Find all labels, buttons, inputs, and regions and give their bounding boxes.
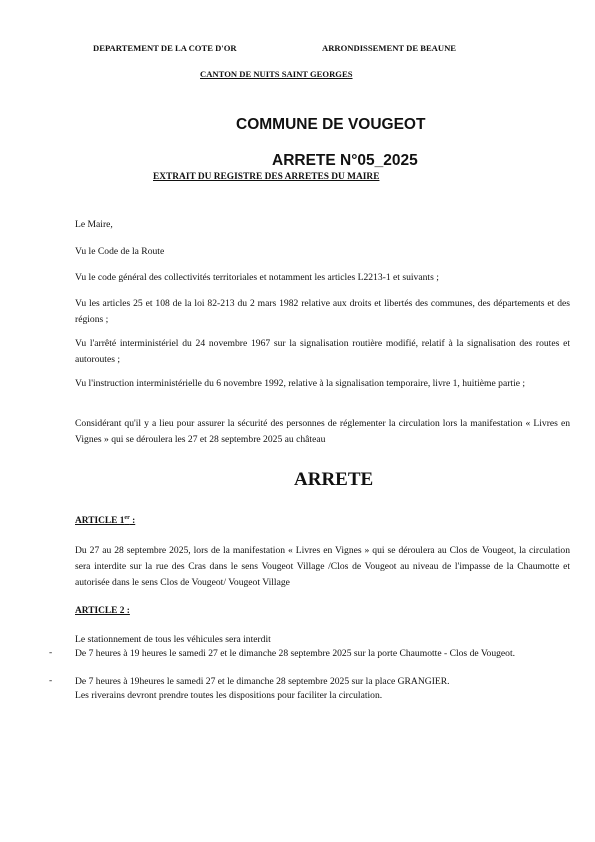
article-1-colon: : [129,516,136,527]
list-item: De 7 heures à 19heures le samedi 27 et le dimanche 28 septembre 2025 sur la place GRANGIER. [75,676,450,687]
riverains-note: Les riverains devront prendre toutes les dispositions pour faciliter la circulation. [75,690,383,701]
list-item: De 7 heures à 19 heures le samedi 27 et le dimanche 28 septembre 2025 sur la porte Chaumotte - Clos de Vougeot. [75,648,516,659]
vu-loi: Vu les articles 25 et 108 de la loi 82-213 du 2 mars 1982 relative aux droits et libertés des communes, des départements et des régions ; [75,298,570,325]
departement-header: DEPARTEMENT DE LA COTE D'OR [93,43,237,53]
vu-code-route: Vu le Code de la Route [75,246,165,257]
article-1-title [75,515,135,526]
article-1-label: ARTICLE 1 [75,516,125,527]
list-bullet: - [49,647,53,658]
vu-cgct: Vu le code général des collectivités territoriales et notamment les articles L2213-1 et suivants ; [75,272,439,283]
commune-title: COMMUNE DE VOUGEOT [236,116,426,133]
arrete-number: ARRETE N°05_2025 [272,152,418,169]
considerant: Considérant qu'il y a lieu pour assurer la sécurité des personnes de réglementer la circulation lors la manifestation « Livres en Vignes » qui se déroulera les 27 et 28 septembre 2025 au château [75,418,570,445]
article-2-title: ARTICLE 2 : [75,606,130,616]
extrait-subtitle: EXTRAIT DU REGISTRE DES ARRETES DU MAIRE [153,172,380,182]
article-1-text: Du 27 au 28 septembre 2025, lors de la manifestation « Livres en Vignes » qui se déroulera au Clos de Vougeot, la circulation sera interdite sur la rue des Cras dans le sens Vougeot Village /Clos de Vougeot au niveau de l'impasse de la Chaumotte et autorisée dans le sens Clos de Vougeot/ Vougeot Village [75,545,570,588]
vu-arrete-interministeriel: Vu l'arrêté interministériel du 24 novembre 1967 sur la signalisation routière modifié, relatif à la signalisation des routes et autoroutes ; [75,338,570,365]
article-2-intro: Le stationnement de tous les véhicules sera interdit [75,634,271,645]
le-maire: Le Maire, [75,219,113,230]
arrondissement-header: ARRONDISSEMENT DE BEAUNE [322,43,457,53]
canton-header: CANTON DE NUITS SAINT GEORGES [200,69,353,79]
article-1-sup: er [124,515,130,521]
vu-instruction: Vu l'instruction interministérielle du 6 novembre 1992, relative à la signalisation temporaire, livre 1, huitième partie ; [75,378,526,389]
arrete-heading: ARRETE [294,469,374,490]
list-bullet: - [49,675,53,686]
